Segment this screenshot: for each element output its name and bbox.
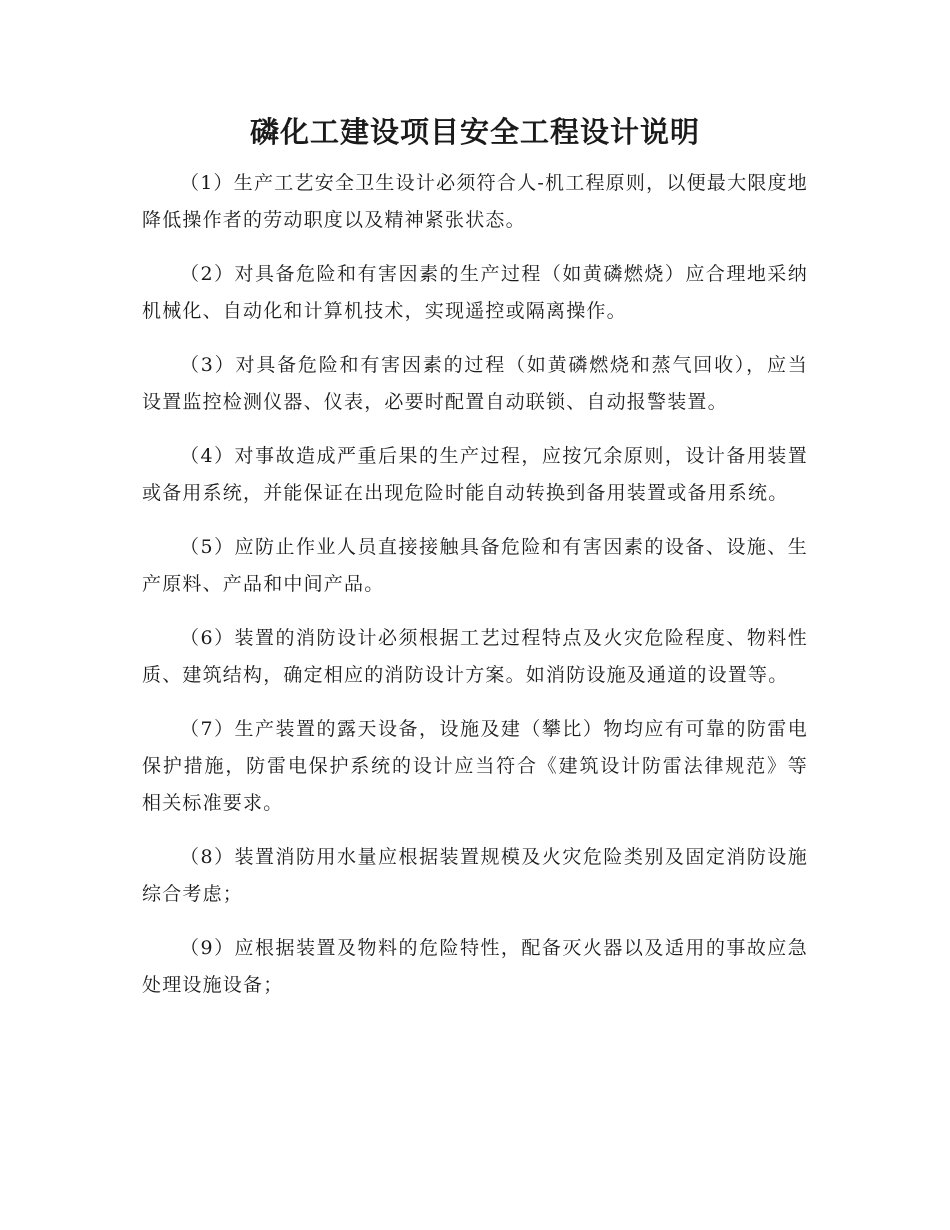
paragraph-5: （5）应防止作业人员直接接触具备危险和有害因素的设备、设施、生产原料、产品和中间产品。 [142,536,808,595]
document-body [142,165,808,1021]
paragraph-2: （2）对具备危险和有害因素的生产过程（如黄磷燃烧）应合理地采纳机械化、自动化和计算机技术，实现遥控或隔离操作。 [142,263,808,322]
paragraph-8: （8）装置消防用水量应根据装置规模及火灾危险类别及固定消防设施综合考虑； [142,846,808,905]
paragraph-7: （7）生产装置的露天设备，设施及建（攀比）物均应有可靠的防雷电保护措施，防雷电保护系统的设计应当符合《建筑设计防雷法律规范》等相关标准要求。 [142,718,808,814]
document-title: 磷化工建设项目安全工程设计说明 [249,115,700,149]
paragraph-6: （6）装置的消防设计必须根据工艺过程特点及火灾危险程度、物料性质、建筑结构，确定相应的消防设计方案。如消防设施及通道的设置等。 [142,627,808,686]
paragraph-1: （1）生产工艺安全卫生设计必须符合人-机工程原则，以便最大限度地降低操作者的劳动职度以及精神紧张状态。 [142,172,808,231]
paragraph-4: （4）对事故造成严重后果的生产过程，应按冗余原则，设计备用装置或备用系统，并能保证在出现危险时能自动转换到备用装置或备用系统。 [142,445,808,504]
paragraph-3: （3）对具备危险和有害因素的过程（如黄磷燃烧和蒸气回收），应当设置监控检测仪器、仪表，必要时配置自动联锁、自动报警装置。 [142,354,808,413]
paragraph-9: （9）应根据装置及物料的危险特性，配备灭火器以及适用的事故应急处理设施设备； [142,937,808,996]
